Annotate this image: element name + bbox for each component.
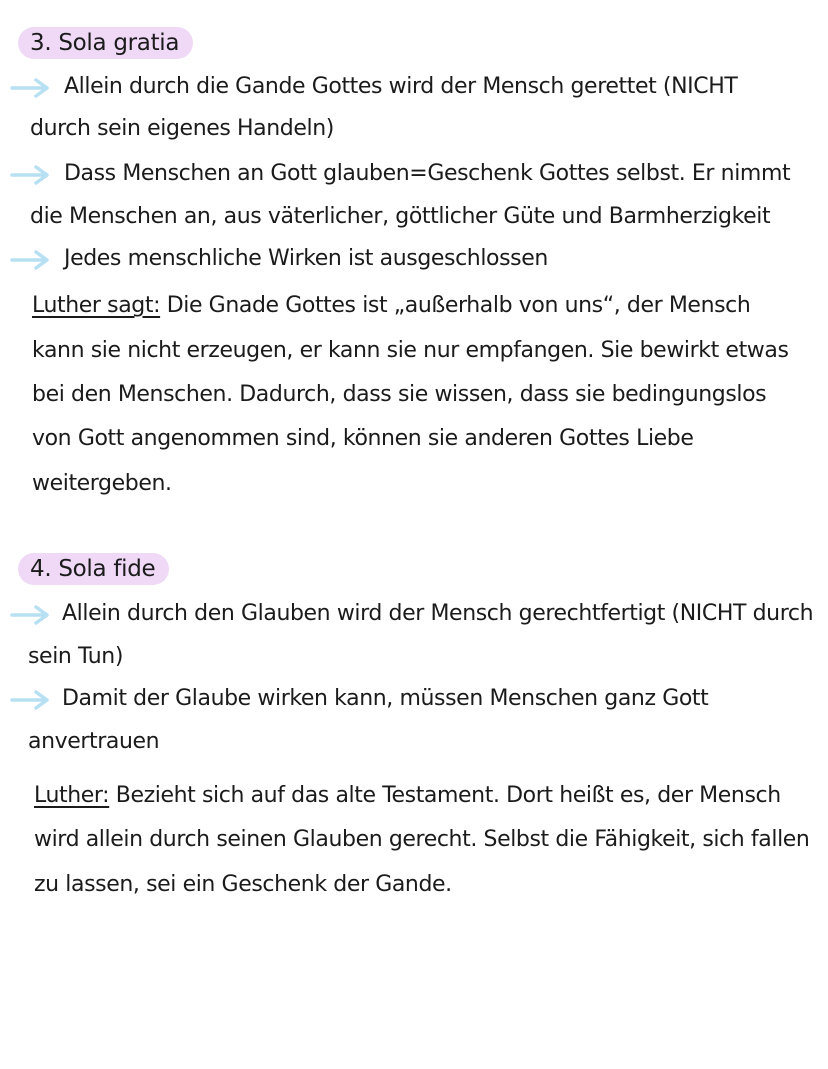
- arrow-right-icon: [10, 688, 52, 712]
- section-3-heading: 3. Sola gratia: [18, 27, 193, 59]
- s3-note-line-2: kann sie nicht erzeugen, er kann sie nur empfangen. Sie bewirkt etwas: [32, 338, 789, 363]
- s3-note-line-3: bei den Menschen. Dadurch, dass sie wissen, dass sie bedingungslos: [32, 382, 767, 407]
- s3-bullet-1-line-1: Allein durch die Gande Gottes wird der Mensch gerettet (NICHT: [64, 74, 738, 99]
- s4-bullet-1-line-1: Allein durch den Glauben wird der Mensch gerechtfertigt (NICHT durch: [62, 601, 814, 626]
- s3-note-text: Die Gnade Gottes ist „außerhalb von uns“, der Mensch: [160, 293, 751, 318]
- s3-note-line-5: weitergeben.: [32, 471, 172, 496]
- arrow-right-icon: [10, 163, 52, 187]
- s3-note-line-4: von Gott angenommen sind, können sie anderen Gottes Liebe: [32, 426, 694, 451]
- s3-note-line-1: [32, 292, 750, 320]
- s3-note-label: Luther sagt:: [32, 293, 161, 318]
- arrow-right-icon: [10, 248, 52, 272]
- arrow-right-icon: [10, 76, 52, 100]
- s4-note-text: Bezieht sich auf das alte Testament. Dort heißt es, der Mensch: [109, 783, 781, 808]
- s4-note-line-1: [34, 782, 781, 810]
- section-4-heading: 4. Sola fide: [18, 553, 169, 585]
- s4-bullet-2-line-2: anvertrauen: [28, 729, 160, 754]
- s3-bullet-2-line-1: Dass Menschen an Gott glauben=Geschenk Gottes selbst. Er nimmt: [64, 161, 791, 186]
- s4-bullet-1-line-2: sein Tun): [28, 644, 124, 669]
- s4-note-label: Luther:: [34, 783, 110, 808]
- arrow-right-icon: [10, 603, 52, 627]
- s4-note-line-2: wird allein durch seinen Glauben gerecht. Selbst die Fähigkeit, sich fallen: [34, 827, 810, 852]
- s3-bullet-3-line-1: Jedes menschliche Wirken ist ausgeschlossen: [64, 246, 548, 271]
- s3-bullet-2-line-2: die Menschen an, aus väterlicher, göttlicher Güte und Barmherzigkeit: [30, 204, 771, 229]
- s3-bullet-1-line-2: durch sein eigenes Handeln): [30, 116, 334, 141]
- s4-note-line-3: zu lassen, sei ein Geschenk der Gande.: [34, 872, 452, 897]
- s4-bullet-2-line-1: Damit der Glaube wirken kann, müssen Menschen ganz Gott: [62, 686, 709, 711]
